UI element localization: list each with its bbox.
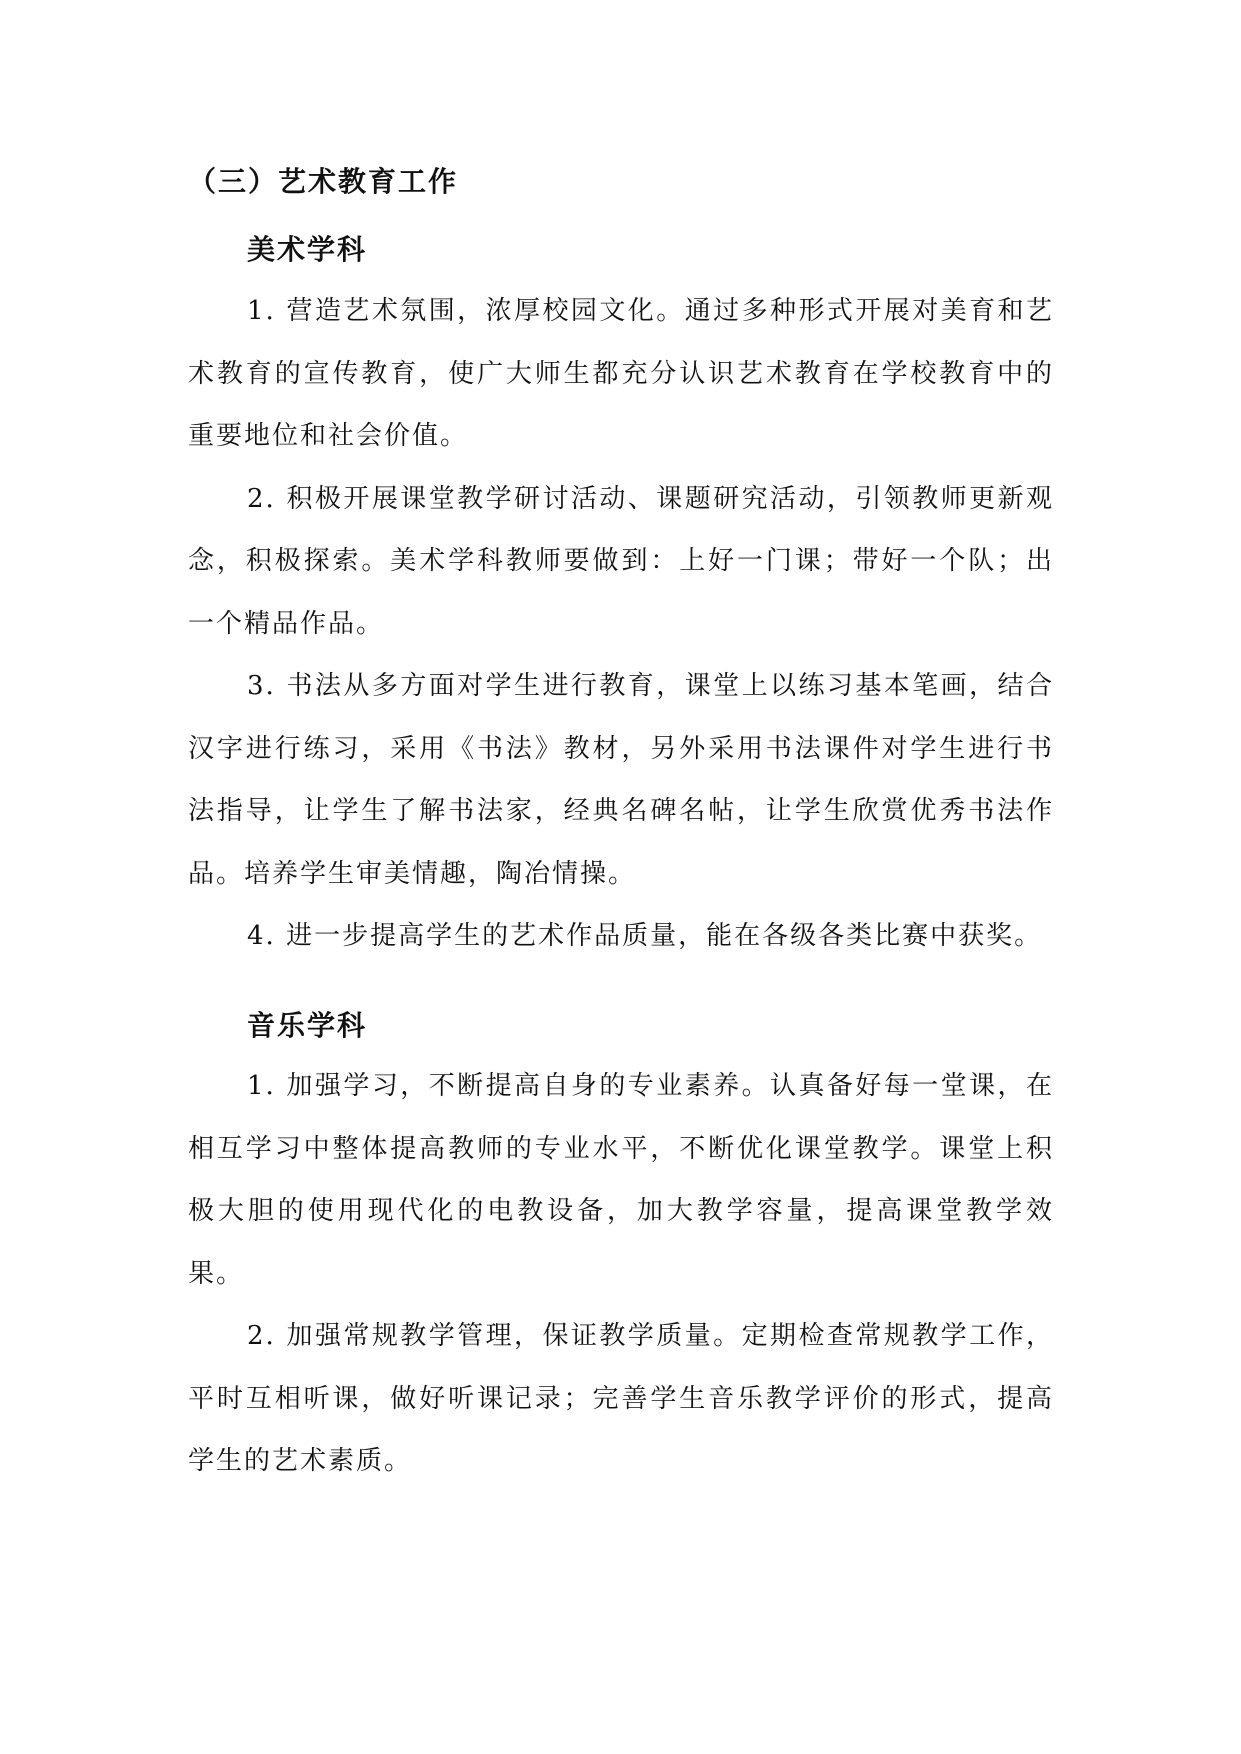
- section-title: （三）艺术教育工作: [188, 165, 459, 198]
- art-item-2: 2. 积极开展课堂教学研讨活动、课题研究活动，引领教师更新观念，积极探索。美术学科教师要做到：上好一门课；带好一个队；出一个精品作品。: [188, 483, 1054, 639]
- music-item-2: 2. 加强常规教学管理，保证教学质量。定期检查常规教学工作，平时互相听课，做好听课记录；完善学生音乐教学评价的形式，提高学生的艺术素质。: [188, 1321, 1054, 1476]
- art-item-3: 3. 书法从多方面对学生进行教育，课堂上以练习基本笔画，结合汉字进行练习，采用《书法》教材，另外采用书法课件对学生进行书法指导，让学生了解书法家，经典名碑名帖，让学生欣赏优秀书法作品。培养学生审美情趣，陶冶情操。: [188, 671, 1054, 889]
- art-item-1: 1. 营造艺术氛围，浓厚校园文化。通过多种形式开展对美育和艺术教育的宣传教育，使广大师生都充分认识艺术教育在学校教育中的重要地位和社会价值。: [188, 296, 1054, 451]
- art-item-4: 4. 进一步提高学生的艺术作品质量，能在各级各类比赛中获奖。: [247, 921, 1043, 951]
- music-subject-heading: 音乐学科: [247, 1009, 368, 1042]
- music-item-1: 1. 加强学习，不断提高自身的专业素养。认真备好每一堂课，在相互学习中整体提高教师的专业水平，不断优化课堂教学。课堂上积极大胆的使用现代化的电教设备，加大教学容量，提高课堂教学效果。: [188, 1071, 1054, 1289]
- music-item-list: [188, 1055, 1054, 1493]
- art-item-list: [188, 280, 1054, 968]
- art-subject-heading: 美术学科: [247, 233, 368, 266]
